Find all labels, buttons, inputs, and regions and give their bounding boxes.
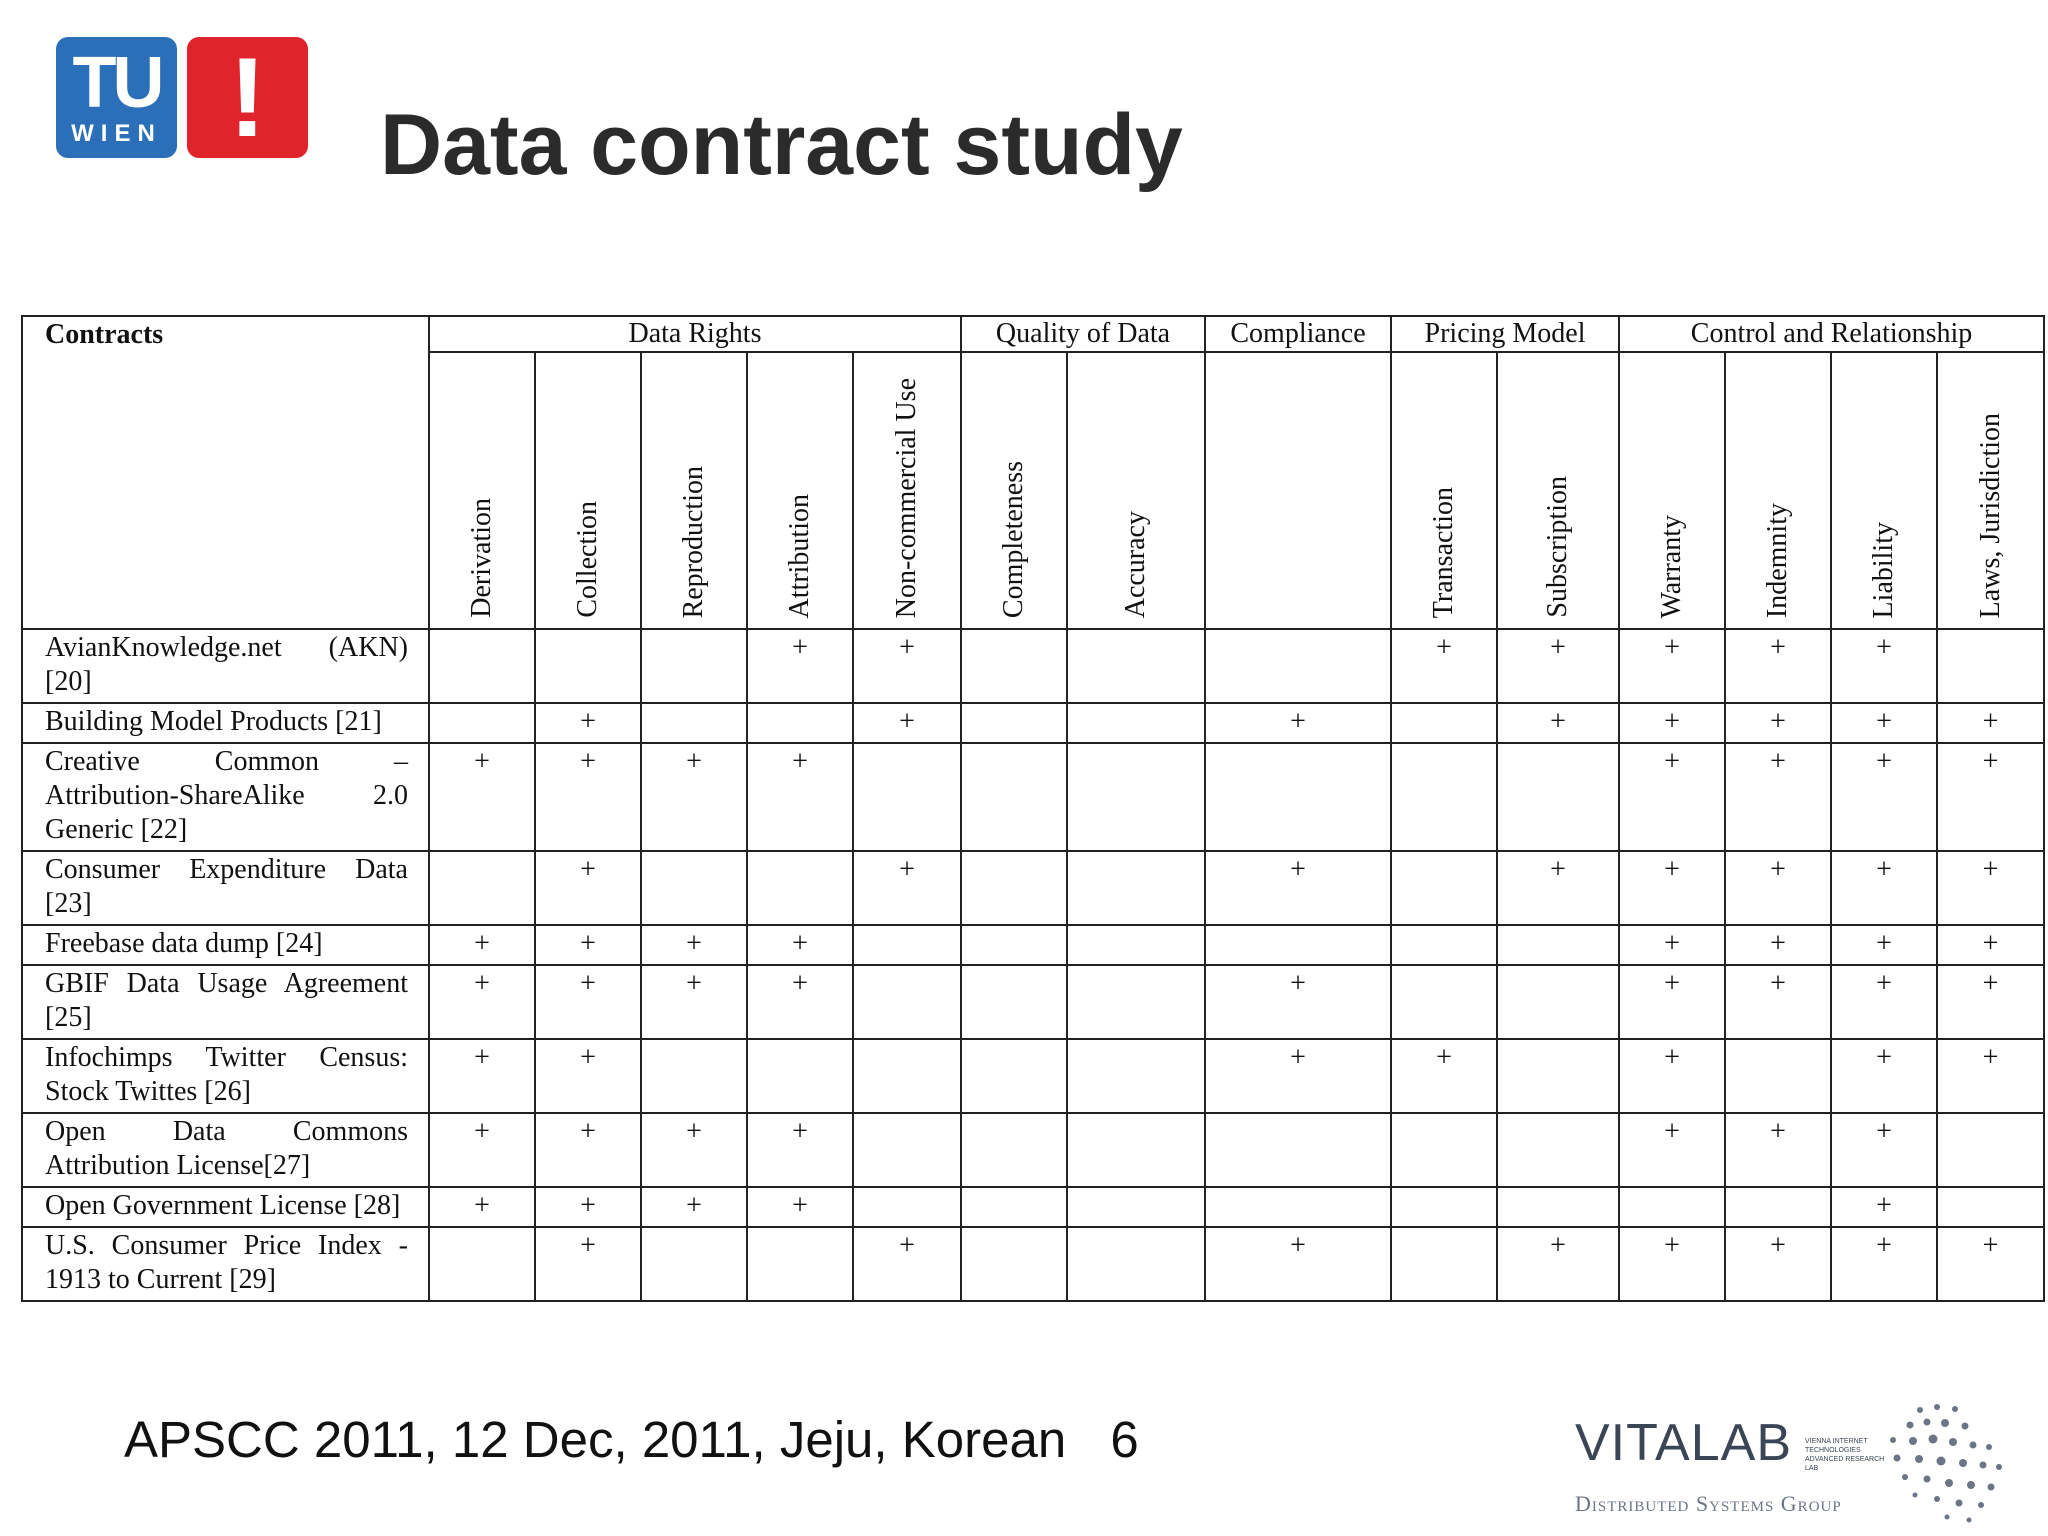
mark-cell [1725,1039,1831,1113]
column-header-label: Collection [572,501,603,618]
mark-cell: + [1725,1113,1831,1187]
column-header [641,352,747,629]
mark-cell [853,925,961,965]
mark-cell: + [747,925,853,965]
contract-name: Creative Common – Attribution-ShareAlike 2.0 Generic [22] [22,743,429,851]
mark-cell [1937,629,2044,703]
mark-cell [1067,965,1205,1039]
mark-cell [747,1039,853,1113]
mark-cell: + [747,743,853,851]
mark-cell: + [535,965,641,1039]
mark-cell [1205,1187,1391,1227]
mark-cell [1391,743,1497,851]
group-header: Quality of Data [961,316,1205,352]
mark-cell [1391,703,1497,743]
mark-cell: + [1619,629,1725,703]
contract-name: U.S. Consumer Price Index - 1913 to Current [29] [22,1227,429,1301]
column-header [1831,352,1937,629]
column-header-label: Derivation [466,498,497,618]
mark-cell [1391,1187,1497,1227]
slide-title: Data contract study [380,97,1183,193]
mark-cell: + [1937,743,2044,851]
mark-cell [535,629,641,703]
mark-cell [1497,1039,1619,1113]
mark-cell: + [747,629,853,703]
mark-cell: + [1725,851,1831,925]
mark-cell [429,851,535,925]
mark-cell: + [1831,1187,1937,1227]
mark-cell: + [1831,965,1937,1039]
mark-cell [1067,629,1205,703]
mark-cell [1391,851,1497,925]
mark-cell: + [1831,1227,1937,1301]
mark-cell: + [1937,1227,2044,1301]
mark-cell: + [429,743,535,851]
mark-cell [1619,1187,1725,1227]
mark-cell: + [853,1227,961,1301]
mark-cell [1067,851,1205,925]
mark-cell [1067,703,1205,743]
mark-cell [1497,965,1619,1039]
mark-cell [641,1227,747,1301]
mark-cell [429,629,535,703]
table-row [22,1113,2044,1187]
column-header [1205,352,1391,629]
mark-cell: + [1725,629,1831,703]
column-header [853,352,961,629]
mark-cell: + [1497,629,1619,703]
mark-cell [1205,629,1391,703]
mark-cell [961,925,1067,965]
mark-cell: + [1619,851,1725,925]
vitalab-group-name: Distributed Systems Group [1575,1491,1842,1516]
mark-cell [961,851,1067,925]
mark-cell: + [1205,703,1391,743]
mark-cell [1067,1039,1205,1113]
mark-cell: + [1619,703,1725,743]
contract-table-body [22,629,2044,1301]
table-row [22,851,2044,925]
mark-cell: + [1619,1113,1725,1187]
mark-cell: + [747,1113,853,1187]
mark-cell: + [535,1187,641,1227]
mark-cell [1497,925,1619,965]
mark-cell [853,743,961,851]
mark-cell: + [1831,1039,1937,1113]
mark-cell: + [1497,1227,1619,1301]
mark-cell: + [641,1113,747,1187]
mark-cell [961,965,1067,1039]
group-header: Data Rights [429,316,961,352]
contract-name: Infochimps Twitter Census: Stock Twittes [26] [22,1039,429,1113]
mark-cell: + [1205,1039,1391,1113]
contract-name: Freebase data dump [24] [22,925,429,965]
mark-cell: + [1725,965,1831,1039]
mark-cell [961,703,1067,743]
mark-cell: + [747,1187,853,1227]
mark-cell: + [1205,851,1391,925]
column-header-label: Warranty [1656,514,1688,618]
mark-cell [1067,1227,1205,1301]
column-header-label: Subscription [1542,476,1574,618]
mark-cell [747,851,853,925]
column-header-label: Reproduction [678,465,709,618]
mark-cell [1205,743,1391,851]
mark-cell: + [1831,851,1937,925]
table-row [22,703,2044,743]
column-header [1497,352,1619,629]
mark-cell [1205,925,1391,965]
mark-cell: + [1619,743,1725,851]
mark-cell: + [429,1039,535,1113]
mark-cell: + [1831,925,1937,965]
column-header-label: Completeness [998,460,1029,618]
mark-cell: + [535,743,641,851]
mark-cell [429,1227,535,1301]
mark-cell: + [1619,965,1725,1039]
vitalab-logo [1575,1395,2015,1525]
mark-cell: + [1831,703,1937,743]
mark-cell: + [1937,925,2044,965]
mark-cell [961,1113,1067,1187]
exclamation-logo: ! [187,37,308,158]
column-header-label: Transaction [1428,486,1460,618]
mark-cell: + [535,1039,641,1113]
mark-cell [1205,1113,1391,1187]
mark-cell [1067,1187,1205,1227]
table-row [22,629,2044,703]
mark-cell: + [1205,965,1391,1039]
mark-cell: + [429,1113,535,1187]
mark-cell: + [1497,851,1619,925]
table-row [22,925,2044,965]
contract-name: AvianKnowledge.net (AKN) [20] [22,629,429,703]
mark-cell [747,703,853,743]
mark-cell: + [1619,925,1725,965]
column-header-label: Accuracy [1120,510,1151,618]
column-header [1067,352,1205,629]
mark-cell [1937,1113,2044,1187]
mark-cell [961,1039,1067,1113]
mark-cell [853,1039,961,1113]
page-number: 6 [1110,1411,1139,1468]
mark-cell [641,629,747,703]
column-header-label: Attribution [784,493,815,618]
mark-cell [961,743,1067,851]
mark-cell: + [429,965,535,1039]
column-header [961,352,1067,629]
group-header: Pricing Model [1391,316,1619,352]
mark-cell: + [853,851,961,925]
mark-cell: + [1725,743,1831,851]
mark-cell [1067,743,1205,851]
mark-cell [1725,1187,1831,1227]
column-header [429,352,535,629]
table-row [22,965,2044,1039]
mark-cell: + [535,1227,641,1301]
mark-cell [961,1187,1067,1227]
column-header-label: Non-commercial Use [891,377,922,618]
contracts-header: Contracts [22,316,429,629]
mark-cell: + [1937,703,2044,743]
mark-cell [1937,1187,2044,1227]
contract-table [21,315,2045,1302]
mark-cell [853,1187,961,1227]
group-header: Compliance [1205,316,1391,352]
mark-cell: + [641,925,747,965]
mark-cell: + [1725,925,1831,965]
column-header-label: Laws, Jurisdiction [1974,412,2006,618]
mark-cell [1067,1113,1205,1187]
mark-cell: + [535,925,641,965]
group-header-row [22,316,2044,352]
mark-cell: + [641,743,747,851]
mark-cell: + [1725,703,1831,743]
mark-cell [641,703,747,743]
mark-cell [961,1227,1067,1301]
contract-name: Building Model Products [21] [22,703,429,743]
dot-cloud-icon [1575,1395,2015,1525]
mark-cell: + [1619,1039,1725,1113]
mark-cell [1391,1227,1497,1301]
mark-cell: + [1725,1227,1831,1301]
vitalab-wordmark: VITALAB [1575,1414,1793,1472]
column-header [1391,352,1497,629]
tu-wien-logo [56,37,177,158]
mark-cell [641,1039,747,1113]
table-row [22,1227,2044,1301]
table-row [22,1039,2044,1113]
mark-cell: + [641,1187,747,1227]
mark-cell [853,965,961,1039]
tu-logo-wien: WIEN [71,120,162,147]
contract-name: Open Government License [28] [22,1187,429,1227]
slide-footer [124,1410,1139,1469]
mark-cell [853,1113,961,1187]
vitalab-tagline: VIENNA INTERNET TECHNOLOGIES ADVANCED RESEARCH LAB [1805,1438,1885,1472]
mark-cell: + [1205,1227,1391,1301]
mark-cell: + [1831,743,1937,851]
mark-cell: + [1391,1039,1497,1113]
mark-cell: + [1619,1227,1725,1301]
footer-text: APSCC 2011, 12 Dec, 2011, Jeju, Korean [124,1411,1067,1468]
mark-cell [429,703,535,743]
column-header-label: Liability [1868,521,1900,618]
table-row [22,743,2044,851]
column-header [747,352,853,629]
mark-cell: + [429,1187,535,1227]
column-header [1619,352,1725,629]
mark-cell: + [535,1113,641,1187]
contract-name: Open Data Commons Attribution License[27] [22,1113,429,1187]
mark-cell [1497,1187,1619,1227]
tu-logo-letters: TU [72,43,161,123]
mark-cell: + [535,703,641,743]
mark-cell: + [1391,629,1497,703]
mark-cell: + [853,629,961,703]
mark-cell: + [853,703,961,743]
column-header [1725,352,1831,629]
mark-cell: + [1831,629,1937,703]
mark-cell: + [535,851,641,925]
contract-name: Consumer Expenditure Data [23] [22,851,429,925]
group-header: Control and Relationship [1619,316,2044,352]
mark-cell [1391,1113,1497,1187]
mark-cell [1391,925,1497,965]
contract-table-container [21,315,2045,1302]
mark-cell: + [1497,703,1619,743]
mark-cell: + [641,965,747,1039]
mark-cell [1497,1113,1619,1187]
mark-cell [961,629,1067,703]
mark-cell [1497,743,1619,851]
mark-cell: + [429,925,535,965]
column-header [535,352,641,629]
table-row [22,1187,2044,1227]
mark-cell [641,851,747,925]
mark-cell [1391,965,1497,1039]
contract-name: GBIF Data Usage Agreement [25] [22,965,429,1039]
mark-cell: + [1937,851,2044,925]
column-header-label: Indemnity [1762,502,1794,618]
mark-cell: + [1937,965,2044,1039]
mark-cell [1067,925,1205,965]
column-header [1937,352,2044,629]
mark-cell [747,1227,853,1301]
mark-cell: + [1937,1039,2044,1113]
mark-cell: + [1831,1113,1937,1187]
mark-cell: + [747,965,853,1039]
